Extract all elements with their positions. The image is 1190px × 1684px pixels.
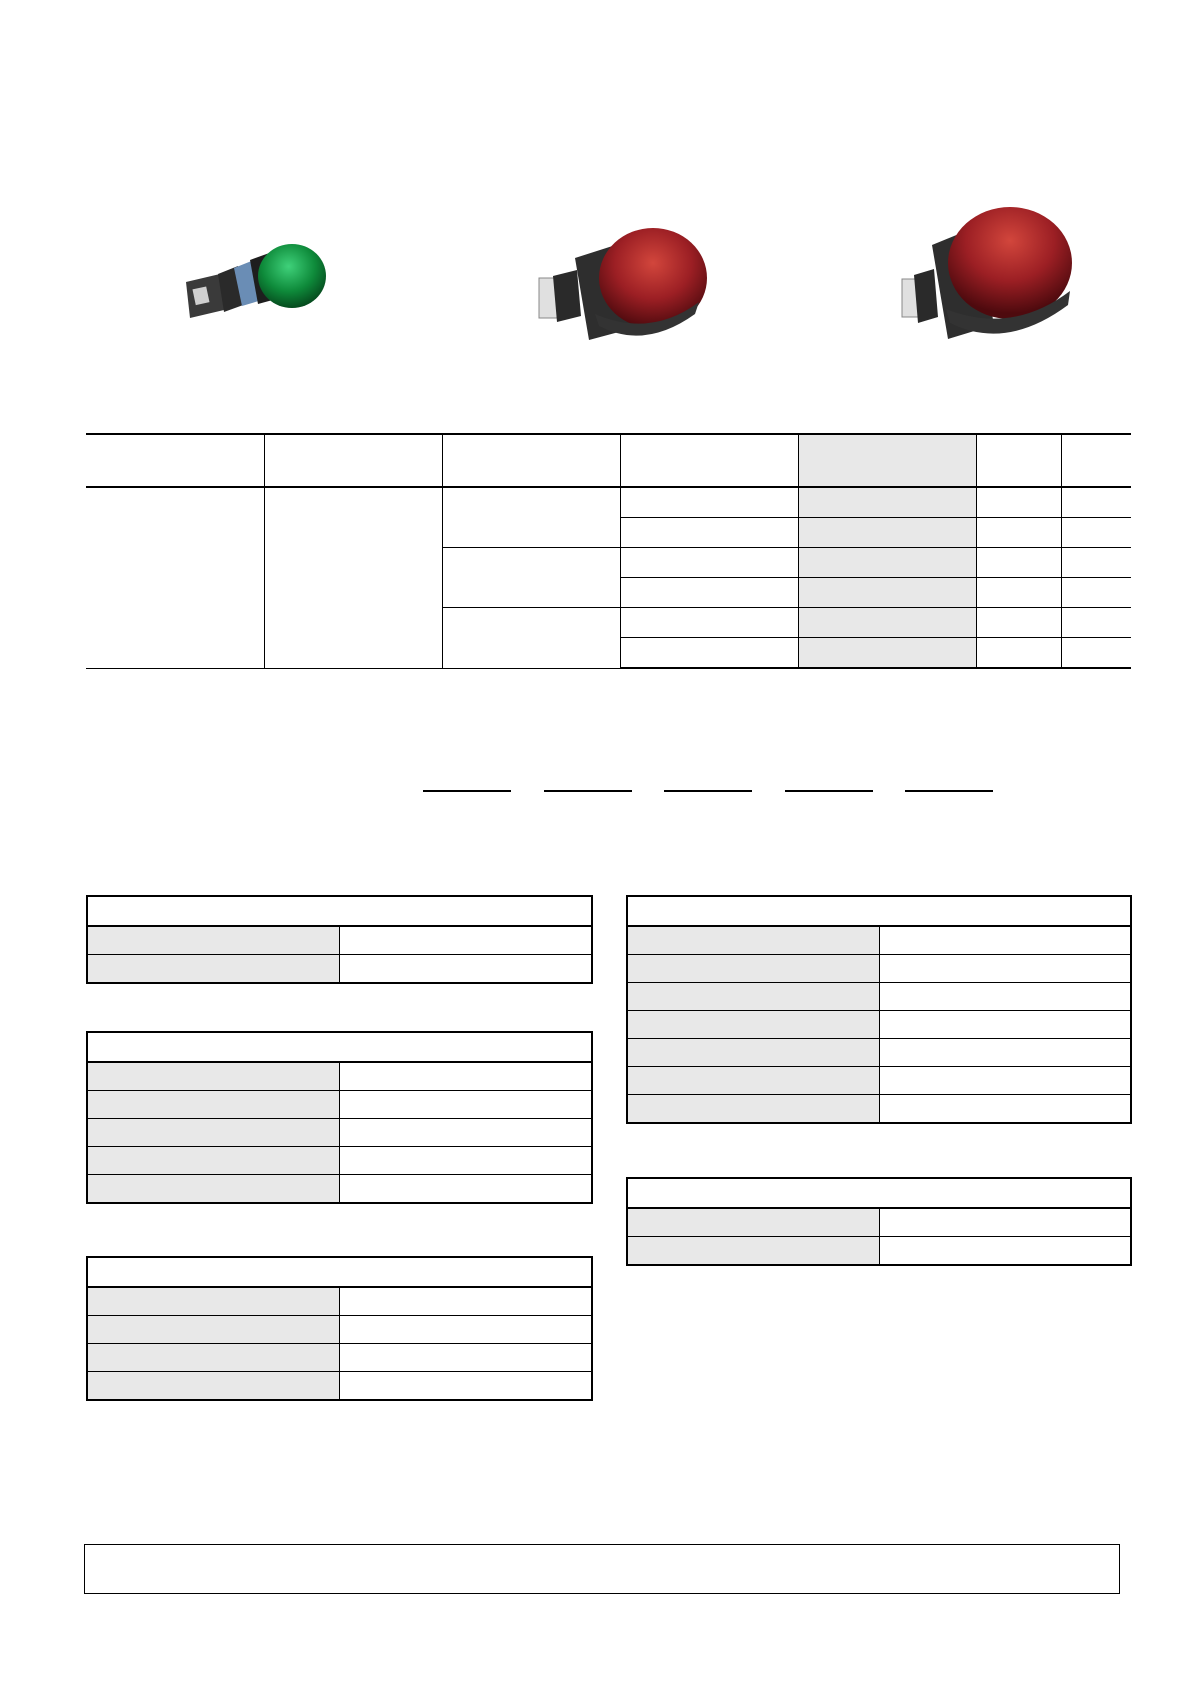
option-row xyxy=(627,983,1131,1011)
option-code xyxy=(627,1237,879,1266)
table-cell xyxy=(976,638,1061,669)
option-code xyxy=(627,1067,879,1095)
table-cell xyxy=(1061,578,1131,608)
option-description xyxy=(879,955,1131,983)
option-description xyxy=(879,1208,1131,1237)
option-description xyxy=(879,1237,1131,1266)
table-cell xyxy=(620,578,798,608)
selection-table-header xyxy=(86,434,1131,487)
option-code xyxy=(627,983,879,1011)
table-cell-subgroup xyxy=(442,608,620,669)
option-row xyxy=(87,1119,592,1147)
table-cell xyxy=(620,608,798,638)
option-code xyxy=(87,1316,340,1344)
option-description xyxy=(340,955,593,984)
option-description xyxy=(340,1316,593,1344)
option-row xyxy=(87,1175,592,1204)
option-row xyxy=(87,1091,592,1119)
option-code xyxy=(87,1175,340,1204)
table-cell-subgroup xyxy=(442,487,620,548)
product-image-small-green xyxy=(180,230,340,330)
option-table-title xyxy=(87,1257,592,1287)
option-table-title xyxy=(87,896,592,926)
option-row xyxy=(87,926,592,955)
catalog-number-field xyxy=(785,790,873,792)
table-cell-catalog-number xyxy=(798,608,976,638)
option-code xyxy=(627,926,879,955)
header-cell xyxy=(1061,434,1131,487)
table-cell xyxy=(620,487,798,518)
option-table xyxy=(86,895,593,984)
option-code xyxy=(87,955,340,984)
option-table xyxy=(86,1256,593,1401)
catalog-number-field xyxy=(423,790,511,792)
header-cell xyxy=(442,434,620,487)
option-code xyxy=(627,1208,879,1237)
table-cell xyxy=(620,638,798,669)
table-cell-catalog-number xyxy=(798,578,976,608)
option-row xyxy=(87,1147,592,1175)
option-code xyxy=(627,1095,879,1124)
option-description xyxy=(340,1175,593,1204)
option-description xyxy=(340,1091,593,1119)
option-description xyxy=(879,1095,1131,1124)
option-row xyxy=(87,1062,592,1091)
option-code xyxy=(87,1344,340,1372)
table-cell xyxy=(976,487,1061,518)
table-cell xyxy=(1061,608,1131,638)
table-cell xyxy=(1061,638,1131,669)
option-description xyxy=(340,1372,593,1401)
option-code xyxy=(87,1287,340,1316)
table-cell xyxy=(1061,548,1131,578)
option-row xyxy=(627,1095,1131,1124)
table-cell-subgroup xyxy=(442,548,620,608)
option-table xyxy=(86,1031,593,1204)
option-description xyxy=(879,926,1131,955)
header-cell xyxy=(976,434,1061,487)
option-table xyxy=(626,1177,1132,1266)
catalog-number-field xyxy=(905,790,993,792)
option-description xyxy=(879,1039,1131,1067)
option-table xyxy=(626,895,1132,1124)
option-row xyxy=(87,1372,592,1401)
option-code xyxy=(627,1011,879,1039)
option-table-title xyxy=(87,1032,592,1062)
header-cell-catalog-number xyxy=(798,434,976,487)
footer-note xyxy=(84,1544,1120,1594)
option-description xyxy=(340,926,593,955)
option-row xyxy=(627,1039,1131,1067)
table-cell xyxy=(1061,518,1131,548)
table-cell xyxy=(1061,487,1131,518)
option-code xyxy=(87,1147,340,1175)
option-table-title xyxy=(627,1178,1131,1208)
option-row xyxy=(87,955,592,984)
option-code xyxy=(627,955,879,983)
table-cell-group xyxy=(86,487,264,668)
option-row xyxy=(627,955,1131,983)
catalog-number-field xyxy=(664,790,752,792)
option-row xyxy=(627,926,1131,955)
selection-table xyxy=(86,433,1131,669)
option-table-title xyxy=(627,896,1131,926)
header-cell xyxy=(264,434,442,487)
option-code xyxy=(87,1091,340,1119)
table-cell-catalog-number xyxy=(798,487,976,518)
table-cell xyxy=(620,518,798,548)
option-row xyxy=(627,1208,1131,1237)
option-row xyxy=(87,1287,592,1316)
table-cell-catalog-number xyxy=(798,548,976,578)
option-description xyxy=(340,1287,593,1316)
option-description xyxy=(879,1067,1131,1095)
option-description xyxy=(340,1147,593,1175)
table-cell xyxy=(976,578,1061,608)
table-row xyxy=(86,487,1131,518)
option-row xyxy=(627,1011,1131,1039)
option-description xyxy=(340,1062,593,1091)
table-cell-group xyxy=(264,487,442,668)
header-cell xyxy=(620,434,798,487)
option-description xyxy=(340,1119,593,1147)
table-cell-catalog-number xyxy=(798,638,976,669)
table-cell xyxy=(976,608,1061,638)
option-row xyxy=(87,1344,592,1372)
option-code xyxy=(87,926,340,955)
option-row xyxy=(87,1316,592,1344)
option-description xyxy=(879,1011,1131,1039)
table-cell-catalog-number xyxy=(798,518,976,548)
option-code xyxy=(87,1062,340,1091)
option-description xyxy=(879,983,1131,1011)
option-row xyxy=(627,1237,1131,1266)
table-cell xyxy=(620,548,798,578)
table-cell xyxy=(976,518,1061,548)
product-image-large-red xyxy=(898,205,1078,345)
option-code xyxy=(87,1372,340,1401)
option-code xyxy=(627,1039,879,1067)
table-cell xyxy=(976,548,1061,578)
product-image-medium-red xyxy=(535,222,715,347)
option-code xyxy=(87,1119,340,1147)
catalog-number-field xyxy=(544,790,632,792)
header-cell xyxy=(86,434,264,487)
option-description xyxy=(340,1344,593,1372)
option-row xyxy=(627,1067,1131,1095)
